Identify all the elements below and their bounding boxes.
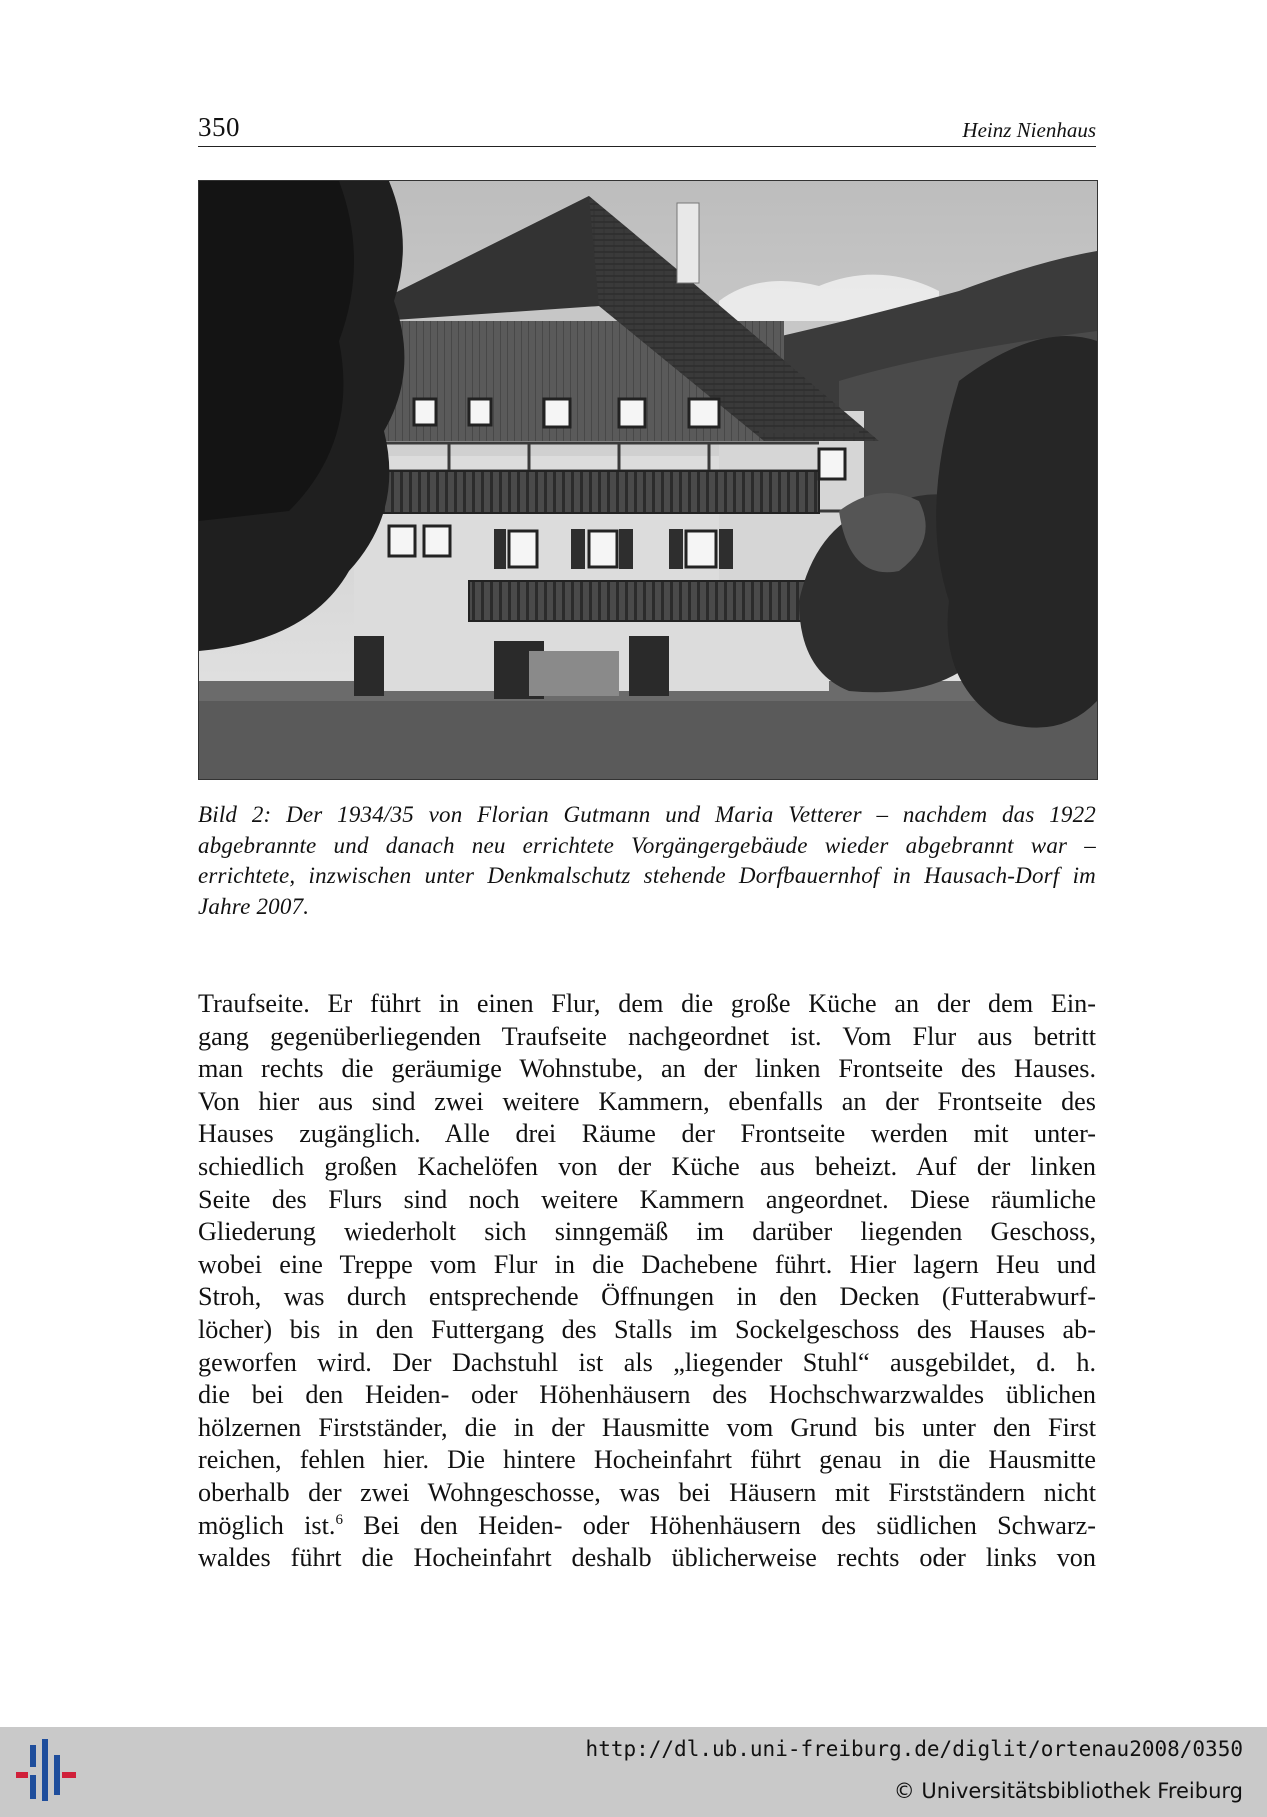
body-text-fragment: Bei den Heiden- oder Höhenhäusern des südlichen Schwarz- <box>342 1510 1096 1540</box>
page-header <box>198 108 1096 147</box>
farmhouse-photo <box>198 180 1098 780</box>
copyright-notice: © Universitätsbibliothek Freiburg <box>893 1779 1243 1803</box>
ub-freiburg-logo-icon[interactable] <box>16 1739 80 1809</box>
body-text-fragment: möglich ist. <box>198 1510 336 1540</box>
body-line: geworfen wird. Der Dachstuhl ist als „liegender Stuhl“ ausgebildet, d. h. <box>198 1347 1096 1377</box>
figure-caption: Bild 2: Der 1934/35 von Florian Gutmann und Maria Vetterer – nachdem das 1922 abgebrannte und danach neu errichtete Vorgängergebäude wieder abgebrannt war – errichtete, inzwischen unter Denkmalschutz stehende Dorfbauernhof in Hausach-Dorf im Jahre 2007. <box>198 802 1096 919</box>
body-line: Traufseite. Er führt in einen Flur, dem die große Küche an der dem Ein- <box>198 989 1096 1018</box>
body-line: Seite des Flurs sind noch weitere Kammern angeordnet. Diese räumliche <box>198 1184 1096 1214</box>
body-line: Stroh, was durch entsprechende Öffnungen in den Decken (Futterabwurf- <box>198 1282 1096 1312</box>
body-line-with-footnote <box>198 1510 1096 1543</box>
body-line: Von hier aus sind zwei weitere Kammern, ebenfalls an der Frontseite des <box>198 1086 1096 1116</box>
body-text <box>198 988 1096 1575</box>
body-line: löcher) bis in den Futtergang des Stalls im Sockelgeschoss des Hauses ab- <box>198 1314 1096 1344</box>
running-head-author: Heinz Nienhaus <box>962 118 1096 142</box>
body-line: gang gegenüberliegenden Traufseite nachgeordnet ist. Vom Flur aus betritt <box>198 1021 1096 1051</box>
body-line: waldes führt die Hocheinfahrt deshalb üblicherweise rechts oder links von <box>198 1543 1096 1573</box>
farmhouse-illustration <box>199 181 1097 779</box>
body-line: reichen, fehlen hier. Die hintere Hocheinfahrt führt genau in die Hausmitte <box>198 1445 1096 1475</box>
body-line: man rechts die geräumige Wohnstube, an der linken Frontseite des Hauses. <box>198 1054 1096 1084</box>
document-url-link[interactable]: http://dl.ub.uni-freiburg.de/diglit/ortenau2008/0350 <box>585 1737 1243 1761</box>
body-line: wobei eine Treppe vom Flur in die Dachebene führt. Hier lagern Heu und <box>198 1249 1096 1279</box>
footer-bar <box>0 1727 1267 1817</box>
page-number: 350 <box>198 112 240 142</box>
body-line: schiedlich großen Kachelöfen von der Küche aus beheizt. Auf der linken <box>198 1151 1096 1181</box>
body-line: die bei den Heiden- oder Höhenhäusern des Hochschwarzwaldes üblichen <box>198 1380 1096 1410</box>
body-line: oberhalb der zwei Wohngeschosse, was bei Häusern mit Firstständern nicht <box>198 1477 1096 1507</box>
footnote-reference[interactable]: 6 <box>335 1511 343 1528</box>
body-line: hölzernen Firstständer, die in der Hausmitte vom Grund bis unter den First <box>198 1412 1096 1442</box>
body-line: Gliederung wiederholt sich sinngemäß im darüber liegenden Geschoss, <box>198 1217 1096 1247</box>
body-line: Hauses zugänglich. Alle drei Räume der Frontseite werden mit unter- <box>198 1119 1096 1149</box>
